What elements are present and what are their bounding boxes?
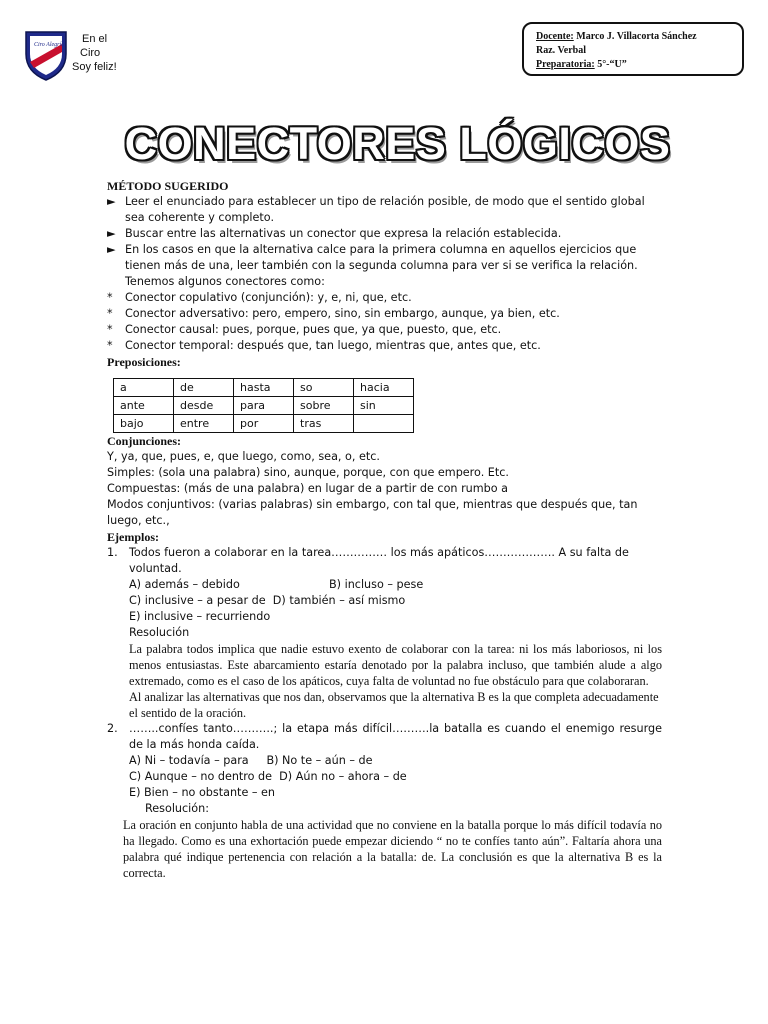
table-cell: hacia	[354, 379, 414, 397]
connector-item: * Conector copulativo (conjunción): y, e, ni, que, etc.	[107, 291, 412, 304]
resolution-label: Resolución:	[145, 802, 209, 815]
arrow-bullet-icon: ►	[107, 195, 116, 208]
connector-item: * Conector causal: pues, porque, pues que, ya que, puesto, que, etc.	[107, 323, 502, 336]
table-cell: por	[234, 415, 294, 433]
conjunction-line: Y, ya, que, pues, e, que luego, como, sea, o, etc.	[107, 450, 380, 463]
method-heading: MÉTODO SUGERIDO	[107, 179, 229, 193]
option-c: C) inclusive – a pesar de	[129, 594, 266, 607]
course-name: Raz. Verbal	[536, 45, 586, 56]
table-cell: desde	[174, 397, 234, 415]
crest-text: Ciro Alegría	[34, 42, 65, 48]
resolution-text: Al analizar las alternativas que nos dan, observamos que la alternativa B es la que completa adecuadamente el sentido de la oración.	[129, 690, 659, 720]
conjunctions-heading: Conjunciones:	[107, 434, 182, 448]
prepositions-table	[113, 378, 414, 433]
option-b: B) incluso – pese	[329, 578, 424, 591]
method-bullet: ► Buscar entre las alternativas un conector que expresa la relación establecida.	[107, 227, 562, 240]
question-stem: ……..confíes tanto………..; la etapa más difícil……….la batalla es cuando el enemigo resurge de la más honda caída.	[129, 722, 662, 751]
school-slogan	[72, 32, 117, 74]
arrow-bullet-icon: ►	[107, 227, 116, 240]
school-crest-logo	[24, 28, 68, 82]
document-body	[107, 178, 662, 881]
page-title: CONECTORES LÓGICOS	[124, 118, 671, 169]
table-cell: entre	[174, 415, 234, 433]
table-cell: sobre	[294, 397, 354, 415]
table-row	[114, 397, 414, 415]
option-a: A) Ni – todavía – para	[129, 754, 249, 767]
method-bullet: ► Leer el enunciado para establecer un tipo de relación posible, de modo que el sentido global sea coherente y completo.	[107, 195, 645, 224]
table-cell: tras	[294, 415, 354, 433]
slogan-line: En el	[82, 33, 108, 45]
option-b: B) No te – aún – de	[266, 754, 373, 767]
option-e: E) inclusive – recurriendo	[129, 610, 271, 623]
examples-heading: Ejemplos:	[107, 530, 159, 544]
option-a: A) además – debido	[129, 578, 240, 591]
connector-item: * Conector temporal: después que, tan luego, mientras que, antes que, etc.	[107, 339, 541, 352]
conjunction-line: Simples: (sola una palabra) sino, aunque, porque, con que empero. Etc.	[107, 466, 509, 479]
question-stem: Todos fueron a colaborar en la tarea…………… los más apáticos………………. A su falta de voluntad.	[129, 546, 629, 575]
option-d: D) también – así mismo	[272, 594, 406, 607]
prep-label: Preparatoria:	[536, 59, 595, 70]
slogan-line: Ciro	[80, 47, 101, 59]
table-cell: bajo	[114, 415, 174, 433]
resolution-text: La oración en conjunto habla de una actividad que no conviene en la batalla porque lo más difícil todavía no ha llegado. Como es una exhortación puede empezar diciendo “ no te confíes tanto aún”. Faltaría ahora una palabra qué indique pertenencia con relación a la batalla: de. La conclusión es que la alternativa B es la correcta.	[123, 818, 662, 880]
table-row	[114, 379, 414, 397]
teacher-name: Marco J. Villacorta Sánchez	[576, 31, 697, 42]
conjunction-line: Modos conjuntivos: (varias palabras) sin embargo, con tal que, mientras que después que, tan luego, etc.,	[107, 498, 638, 527]
table-cell: sin	[354, 397, 414, 415]
table-cell: para	[234, 397, 294, 415]
table-row	[114, 415, 414, 433]
question-2: 2. ……..confíes tanto………..; la etapa más difícil……….la batalla es cuando el enemigo resurge de la más honda caída.	[107, 722, 662, 751]
prep-value: 5°-“U”	[597, 59, 627, 70]
resolution-label: Resolución	[129, 626, 190, 639]
option-d: D) Aún no – ahora – de	[279, 770, 407, 783]
connector-item: * Conector adversativo: pero, empero, sino, sin embargo, aunque, ya bien, etc.	[107, 307, 560, 320]
prepositions-heading: Preposiciones:	[107, 355, 181, 369]
method-bullet: ► En los casos en que la alternativa calce para la primera columna en aquellos ejercicios que tienen más de una, leer también con la segunda columna para ver si se verifica la relación.	[107, 243, 638, 272]
table-cell: ante	[114, 397, 174, 415]
table-cell: hasta	[234, 379, 294, 397]
table-cell: de	[174, 379, 234, 397]
connectors-intro: Tenemos algunos conectores como:	[125, 275, 325, 288]
table-cell: so	[294, 379, 354, 397]
option-e: E) Bien – no obstante – en	[129, 786, 276, 799]
teacher-info-box	[522, 22, 744, 76]
table-cell	[354, 415, 414, 433]
teacher-label: Docente:	[536, 31, 574, 42]
slogan-line: Soy feliz!	[72, 61, 117, 73]
option-c: C) Aunque – no dentro de	[129, 770, 273, 783]
question-1: 1. Todos fueron a colaborar en la tarea…………… los más apáticos………………. A su falta de voluntad.	[107, 545, 662, 577]
resolution-text: La palabra todos implica que nadie estuvo exento de colaborar con la tarea: ni los más laboriosos, ni los menos entusiastas. Este abarcamiento estaría denotado por la palabra incluso, que también alude a algo extremado, como es el caso de los apáticos, cuya falta de voluntad no fue obstáculo para que colaboraran.	[129, 642, 662, 688]
table-cell: a	[114, 379, 174, 397]
arrow-bullet-icon: ►	[107, 243, 116, 256]
conjunction-line: Compuestas: (más de una palabra) en lugar de a partir de con rumbo a	[107, 482, 509, 495]
